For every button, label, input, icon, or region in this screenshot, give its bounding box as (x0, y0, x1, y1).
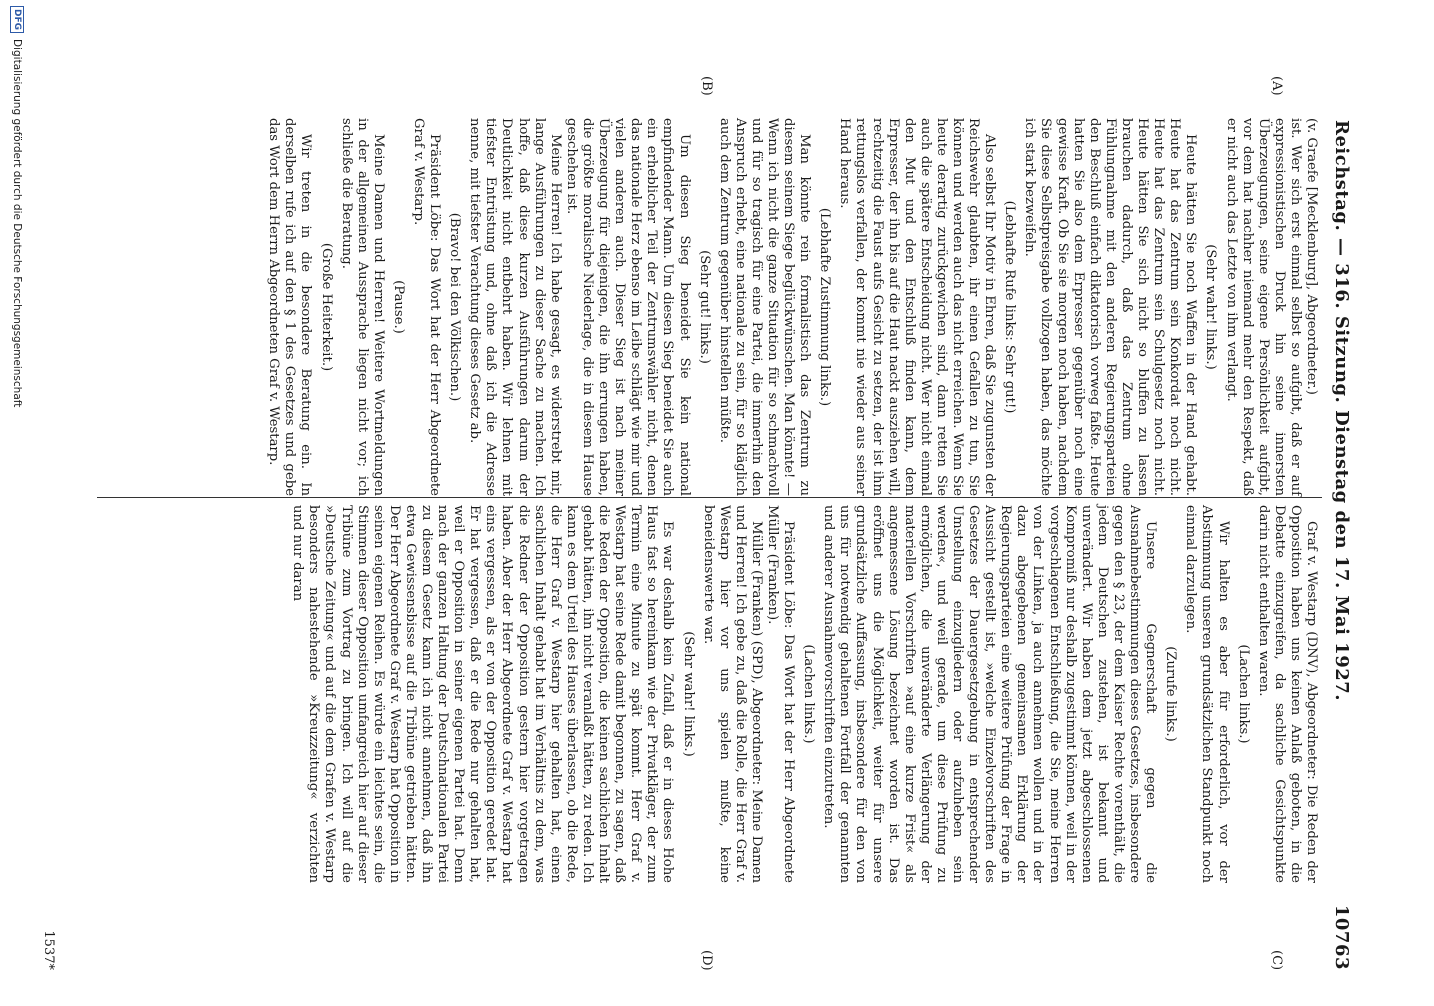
column-divider (97, 497, 1322, 498)
left-column (265, 118, 1319, 496)
digitization-note: Digitalisierung gefördert durch die Deutsche Forschungsgemeinschaft (11, 39, 23, 408)
president-statement: Präsident Löbe: Das Wort hat der Herr Abgeordnete Müller (Franken). (765, 505, 797, 883)
signature-code: 1537* (41, 930, 56, 970)
paragraph: Heute hätten Sie noch Waffen in der Hand gehabt. Heute hat das Zentrum sein Konkordat noch nicht. Heute hat das Zentrum sein Schulgesetz noch nicht. Heute hätten Sie sich nicht so bluffen zu lassen brauchen dadurch, daß das Zentrum ohne Fühlungnahme mit den anderen Regierungsparteien den Beschluß einfach diktatorisch vorweg faßte. Heute hatten Sie also dem Erpresser gegenüber noch eine gewisse Kraft. Ob Sie sie morgen noch haben, nachdem Sie diese Selbstpreisgabe vollzogen haben, das möchte ich stark bezweifeln. (1022, 118, 1199, 496)
interjection: (Pause.) (390, 280, 406, 334)
paragraph: Es war deshalb kein Zufall, daß er in dieses Hohe Haus fast so hereinkam wie der Privatkläger, der zum Termin eine Minute zu spät kommt. Herr Graf v. Westarp hat seine Rede damit begonnen, zu sagen, daß die Reden der Opposition, die keinen sachlichen Inhalt gehabt hätten, ihn nicht veranlaßt hätten, zu reden. Ich kann es dem Urteil des Hauses überlassen, ob die Rede, die Herr Graf v. Westarp hier gehalten hat, einen sachlichen Inhalt gehabt hat im Verhältnis zu dem, was die Redner der Opposition gestern hier vorgetragen haben. Aber der Herr Abgeordnete Graf v. Westarp hat eins vergessen, als er von der Opposition geredet hat. Er hat vergessen, daß er die Rede nur gehalten hat, weil er Opposition in seiner eigenen Partei hat. Denn nach der ganzen Haltung der Deutschnationalen Partei zu diesem Gesetz kann ich nicht annehmen, daß ihn etwa Gewissensbisse auf die Tribüne getrieben hätten. Der Herr Abgeordnete Graf v. Westarp hat Opposition in seinen eigenen Reihen. Es würde ein leichtes sein, die Stimmen dieser Opposition umfangreich hier auf dieser Tribüne zum Vortrag zu bringen. Ich will auf die »Deutsche Zeitung« und auf die dem Grafen v. Westarp besonders nahestehende »Kreuzzeitung« verzichten und nur daran (290, 505, 676, 883)
interjection: (Sehr wahr! links.) (680, 631, 696, 757)
interjection: (Sehr gut! links.) (696, 250, 712, 364)
paragraph: ist. Wer sich erst einmal selbst so aufgibt, daß er auf expressionistischen Druck hin seine innersten Überzeugungen, seine eigene Persönlichkeit aufgibt, vor dem hat nachher niemand mehr den Respekt, daß er nicht auch das Letzte von ihm verlangt. (1223, 118, 1303, 496)
digitization-credit (5, 0, 29, 1006)
interjection: (Lebhafte Rufe links: Sehr gut!) (1002, 200, 1018, 414)
interjection: (Bravo! bei den Völkischen.) (447, 212, 463, 402)
interjection: (Lachen links.) (1235, 644, 1251, 744)
paragraph: Also selbst Ihr Motiv in Ehren, daß Sie zugunsten der Reichswehr glaubten, ihr einen Gefallen zu tun, Sie können und werden auch das nicht erreichen. Wenn Sie heute derartig zurückgewichen sind, dann retten Sie auch die spätere Entscheidung nicht. Wer nicht einmal den Mut und den Entschluß finden kann, dem Erpresser, der ihn bis auf die Haut nackt ausziehen will, rechtzeitig die Faust aufs Gesicht zu setzen, der ist ihm rettungslos verfallen, der kommt nie wieder aus seiner Hand heraus. (837, 118, 998, 496)
speaker-statement: Graf v. Westarp (DNV), Abgeordneter: Die Reden der Opposition haben uns keinen Anlaß geboten, in die Debatte einzugreifen, da sachliche Gesichtspunkte darin nicht enthalten waren. (1255, 505, 1319, 883)
paragraph: Um diesen Sieg beneidet Sie kein national empfindender Mann. Um diesen Sieg beneidet Sie auch ein erheblicher Teil der Zentrumswähler nicht, denen das nationale Herz ebenso im Leibe schlägt wie mir und vielen anderen auch. Dieser Sieg ist nach meiner Überzeugung für diejenigen, die ihn errungen haben, die größte moralische Niederlage, die in diesem Hause geschehen ist. (563, 118, 692, 496)
interjection: (Lebhafte Zustimmung links.) (817, 207, 833, 407)
paragraph: Unsere Gegnerschaft gegen die Ausnahmebestimmungen dieses Gesetzes, insbesondere gegen den § 23, der dem Kaiser Rechte vorenthält, die jedem Deutschen zustehen, ist bekannt und unverändert. Wir haben dem jetzt abgeschlossenen Kompromiß nur deshalb zugestimmt können, weil in der vorgeschlagenen Entschließung, die Sie, meine Herren von der Linken, ja auch annehmen wollen und in der dazu abgegebenen gemeinsamen Erklärung der Regierungsparteien eine weitere Prüfung der Frage in Aussicht gestellt ist, »welche Einzelvorschriften des Gesetzes der Dauergesetzgebung in entsprechender Umstellung einzugliedern oder aufzuheben sein werden«, und weil gerade, um diese Prüfung zu ermöglichen, die unveränderte Verlängerung der materiellen Vorschriften »auf eine kurze Frist« als angemessene Lösung bezeichnet worden ist. Das eröffnet uns die Möglichkeit, weiter für unsere grundsätzliche Auffassung, insbesondere für den von uns für notwendig gehaltenen Fortfall der genannten und anderer Ausnahmevorschriften einzutreten. (821, 505, 1159, 883)
interjection: (Lachen links.) (801, 644, 817, 744)
paragraph: Meine Herren! Ich habe gesagt, es widerstrebt mir, lange Ausführungen zu dieser Sache zu machen. Ich hoffe, daß diese kurzen Ausführungen darum der Deutlichkeit nicht entbehrt haben. Wir lehnen mit tiefster Entrüstung und, ohne daß ich die Adresse nenne, mit tiefster Verachtung dieses Gesetz ab. (467, 118, 563, 496)
interjection: (Große Heiterkeit.) (318, 242, 334, 372)
speaker-continuation: (v. Graefe [Mecklenburg], Abgeordneter.) (1304, 118, 1319, 395)
margin-mark-c: (C) (1269, 950, 1284, 971)
paragraph: Meine Damen und Herren! Weitere Wortmeldungen in der allgemeinen Aussprache liegen nicht vor; ich schließe die Beratung. (338, 118, 386, 496)
interjection: (Zurufe links.) (1163, 646, 1179, 742)
page-number: 10763 (1331, 904, 1352, 970)
margin-mark-d: (D) (699, 950, 714, 971)
interjection: (Sehr wahr! links.) (1203, 244, 1219, 370)
president-statement: Präsident Löbe: Das Wort hat der Herr Abgeordnete Graf v. Westarp. (411, 118, 443, 496)
page-header-title: Reichstag. — 316. Sitzung. Dienstag den 17. Mai 1927. (1331, 120, 1352, 702)
paragraph: Wir halten es aber für erforderlich, vor der Abstimmung unseren grundsätzlichen Standpunkt noch einmal darzulegen. (1183, 505, 1231, 883)
right-column (289, 505, 1319, 883)
speaker-statement: Müller (Franken) (SPD), Abgeordneter: Meine Damen und Herren! Ich gebe zu, daß die Rolle, die Herr Graf v. Westarp hier vor uns spielen mußte, keine beneidenswerte war. (700, 505, 764, 883)
paragraph: Wir treten in die besondere Beratung ein. In derselben rufe ich auf den § 1 des Gesetzes und gebe das Wort dem Herrn Abgeordneten Graf v. Westarp. (266, 118, 314, 496)
page-header (1322, 90, 1362, 970)
paragraph: Man könnte rein formalistisch das Zentrum zu diesem seinem Siege beglückwünschen. Man könnte! — Wenn ich nicht die ganze Situation für so schmachvoll und für so tragisch für eine Partei, die immerhin den Anspruch erhebt, eine nationale zu sein, für so kläglich auch dem Zentrum gegenüber hinstellen müßte. (716, 118, 813, 496)
margin-mark-a: (A) (1269, 76, 1284, 96)
margin-mark-b: (B) (699, 76, 714, 96)
dfg-logo-icon: DFG (10, 6, 24, 33)
